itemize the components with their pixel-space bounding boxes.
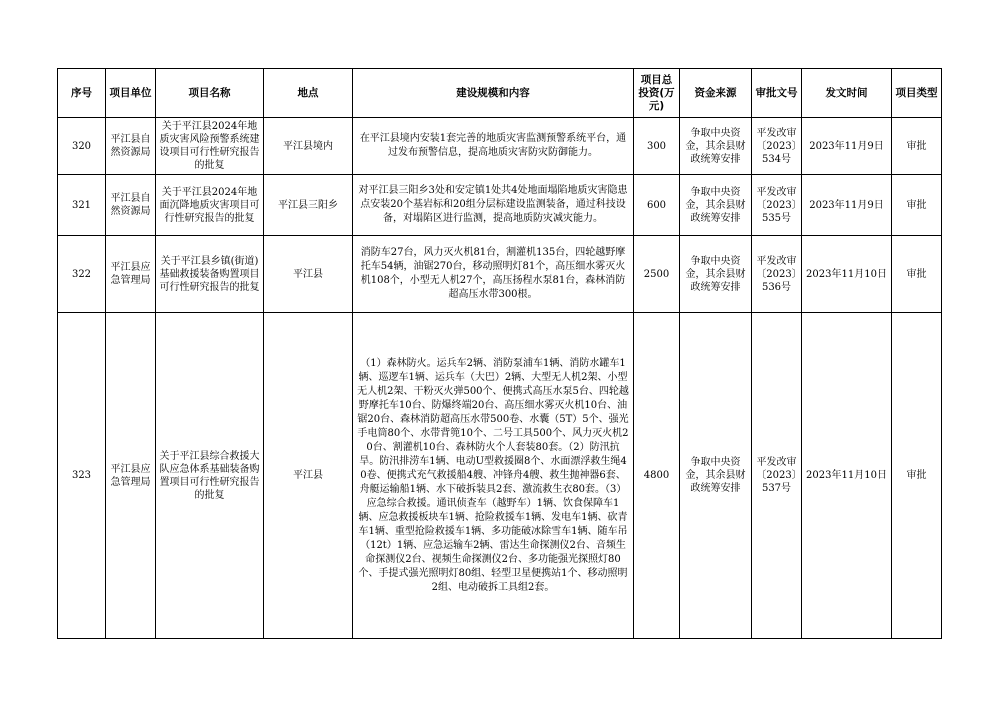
header-date: 发文时间 bbox=[802, 69, 892, 118]
cell-seq: 322 bbox=[58, 236, 106, 313]
cell-seq: 321 bbox=[58, 175, 106, 236]
cell-name: 关于平江县综合救援大队应急体系基础装备购置项目可行性研究报告的批复 bbox=[156, 313, 264, 639]
cell-doc-no: 平发改审〔2023〕536号 bbox=[752, 236, 802, 313]
header-unit: 项目单位 bbox=[106, 69, 156, 118]
cell-investment: 4800 bbox=[634, 313, 680, 639]
cell-seq: 320 bbox=[58, 118, 106, 175]
cell-content: （1）森林防火。运兵车2辆、消防泵浦车1辆、消防水罐车1辆、巡逻车1辆、运兵车（大巴）2辆、大型无人机2架、小型无人机2架、干粉灭火弹500个、便携式高压水泵5台、四轮越野摩托车10台、防爆终端20台、高压细水雾灭火机10台、油锯20台、森林消防超高压水带500卷、水囊（5T）5个、强光手电筒80个、水带背篼10个、二号工具500个、风力灭火机20台、割灌机10台、森林防火个人套装80套。（2）防汛抗旱。防汛排涝车1辆、电动U型救援圈8个、水面漂浮救生绳40卷、便携式充气救援船4艘、冲锋舟4艘、救生抛神器6套、舟艇运输船1辆、水下破拆装具2套、激流救生衣80套。（3）应急综合救援。通讯侦查车（越野车）1辆、饮食保障车1辆、应急救援板块车1辆、抢险救援车1辆、发电车1辆、砍青车1辆、重型抢险救援车1辆、多功能破冰除雪车1辆、随车吊（12t）1辆、应急运输车2辆、雷达生命探测仪2台、音频生命探测仪2台、视频生命探测仪2台、多功能强光探照灯80个、手提式强光照明灯80组、轻型卫星便携站1个、移动照明2组、电动破拆工具组2套。 bbox=[353, 313, 634, 639]
header-row bbox=[58, 69, 942, 118]
table-row bbox=[58, 236, 942, 313]
cell-content: 对平江县三阳乡3处和安定镇1处共4处地面塌陷地质灾害隐患点安装20个基岩标和20组分层标建设监测装备，通过科技设备，对塌陷区进行监测，提高地质防灾减灾能力。 bbox=[353, 175, 634, 236]
cell-funding: 争取中央资金，其余县财政统筹安排 bbox=[680, 118, 752, 175]
cell-doc-no: 平发改审〔2023〕534号 bbox=[752, 118, 802, 175]
header-type: 项目类型 bbox=[892, 69, 942, 118]
cell-unit: 平江县应急管理局 bbox=[106, 313, 156, 639]
table-row bbox=[58, 313, 942, 639]
cell-investment: 300 bbox=[634, 118, 680, 175]
table-row bbox=[58, 118, 942, 175]
cell-content: 消防车27台，风力灭火机81台，割灌机135台，四轮越野摩托车54辆，油锯270台，移动照明灯81个，高压细水雾灭火机108个，小型无人机27个，高压扬程水泵81台，森林消防超高压水带300根。 bbox=[353, 236, 634, 313]
cell-funding: 争取中央资金，其余县财政统筹安排 bbox=[680, 236, 752, 313]
cell-funding: 争取中央资金，其余县财政统筹安排 bbox=[680, 313, 752, 639]
cell-name: 关于平江县2024年地面沉降地质灾害项目可行性研究报告的批复 bbox=[156, 175, 264, 236]
cell-type: 审批 bbox=[892, 236, 942, 313]
cell-location: 平江县境内 bbox=[264, 118, 353, 175]
cell-location: 平江县三阳乡 bbox=[264, 175, 353, 236]
cell-doc-no: 平发改审〔2023〕537号 bbox=[752, 313, 802, 639]
cell-location: 平江县 bbox=[264, 313, 353, 639]
cell-name: 关于平江县乡镇(街道)基础救援装备购置项目可行性研究报告的批复 bbox=[156, 236, 264, 313]
header-doc-no: 审批文号 bbox=[752, 69, 802, 118]
header-investment: 项目总投资(万元) bbox=[634, 69, 680, 118]
cell-name: 关于平江县2024年地质灾害风险预警系统建设项目可行性研究报告的批复 bbox=[156, 118, 264, 175]
cell-seq: 323 bbox=[58, 313, 106, 639]
header-name: 项目名称 bbox=[156, 69, 264, 118]
cell-unit: 平江县应急管理局 bbox=[106, 236, 156, 313]
cell-investment: 600 bbox=[634, 175, 680, 236]
cell-content: 在平江县境内安装1套完善的地质灾害监测预警系统平台，通过发布预警信息，提高地质灾害防灾防御能力。 bbox=[353, 118, 634, 175]
header-location: 地点 bbox=[264, 69, 353, 118]
header-seq: 序号 bbox=[58, 69, 106, 118]
header-content: 建设规模和内容 bbox=[353, 69, 634, 118]
cell-date: 2023年11月10日 bbox=[802, 236, 892, 313]
cell-unit: 平江县自然资源局 bbox=[106, 175, 156, 236]
cell-date: 2023年11月10日 bbox=[802, 313, 892, 639]
project-approval-table bbox=[57, 68, 942, 639]
cell-date: 2023年11月9日 bbox=[802, 175, 892, 236]
table-row bbox=[58, 175, 942, 236]
cell-location: 平江县 bbox=[264, 236, 353, 313]
cell-type: 审批 bbox=[892, 175, 942, 236]
cell-investment: 2500 bbox=[634, 236, 680, 313]
cell-date: 2023年11月9日 bbox=[802, 118, 892, 175]
header-funding: 资金来源 bbox=[680, 69, 752, 118]
cell-type: 审批 bbox=[892, 313, 942, 639]
cell-type: 审批 bbox=[892, 118, 942, 175]
cell-doc-no: 平发改审〔2023〕535号 bbox=[752, 175, 802, 236]
cell-funding: 争取中央资金，其余县财政统筹安排 bbox=[680, 175, 752, 236]
cell-unit: 平江县自然资源局 bbox=[106, 118, 156, 175]
